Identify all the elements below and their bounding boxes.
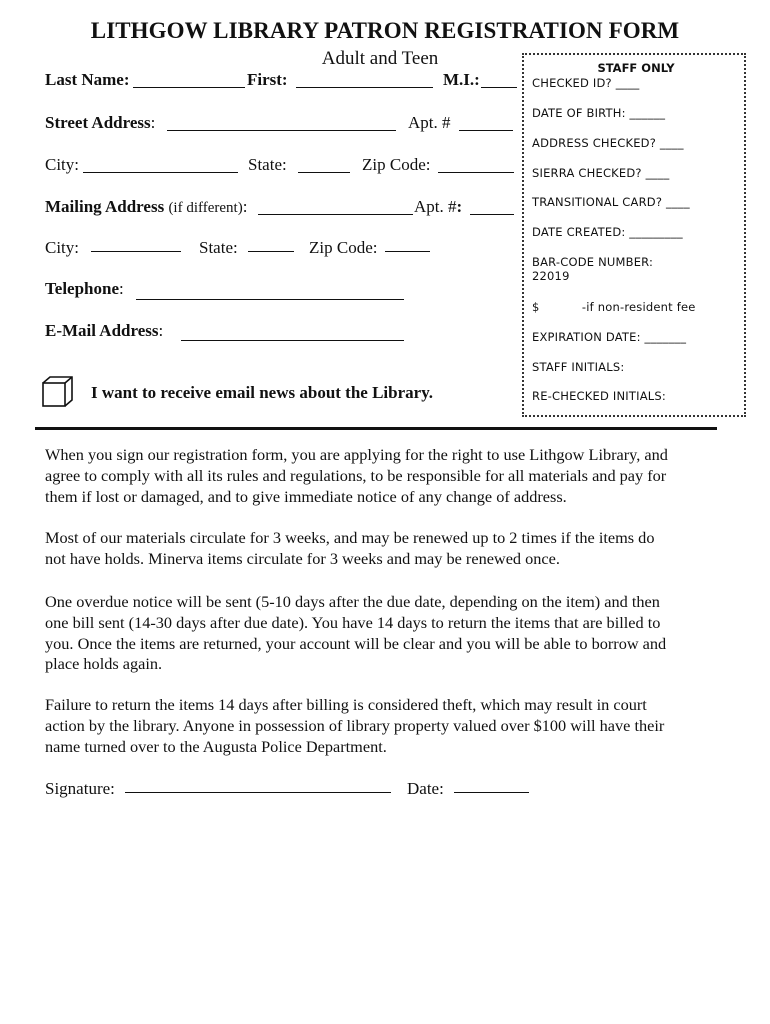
email-label: E-Mail Address:: [45, 321, 164, 340]
mailing-city-field[interactable]: [91, 251, 181, 252]
text-line: them if lost or damaged, and to give immediate notice of any change of address.: [45, 486, 567, 506]
staff-sierra-checked: SIERRA CHECKED? ____: [532, 166, 670, 180]
city-label: City:: [45, 155, 80, 174]
date-field[interactable]: [454, 792, 529, 793]
text-line: name turned over to the Augusta Police Department.: [45, 736, 387, 756]
mailing-address-label: Mailing Address (if different):: [45, 197, 248, 216]
text-line: one bill sent (14-30 days after due date). You have 14 days to return the items that are billed to: [45, 612, 661, 632]
form-subtitle: Adult and Teen: [321, 48, 439, 69]
last-name-field[interactable]: [133, 87, 245, 88]
telephone-field[interactable]: [136, 299, 404, 300]
text-line: When you sign our registration form, you are applying for the right to use Lithgow Library, and: [45, 445, 668, 464]
section-divider: [35, 427, 717, 430]
form-title: LITHGOW LIBRARY PATRON REGISTRATION FORM: [90, 18, 680, 43]
street-address-field[interactable]: [167, 130, 396, 131]
email-news-label: I want to receive email news about the Library.: [91, 383, 434, 402]
middle-initial-label: M.I.:: [443, 70, 480, 89]
apt-label: Apt. #: [408, 113, 451, 132]
text-line: Most of our materials circulate for 3 weeks, and may be renewed up to 2 times if the items do: [45, 528, 655, 547]
text-line: you. Once the items are returned, your account will be clear and you will be able to borrow and: [45, 633, 667, 653]
text-line: not have holds. Minerva items circulate for 3 weeks and may be renewed once.: [45, 548, 560, 568]
email-field[interactable]: [181, 340, 404, 341]
state-field[interactable]: [298, 172, 350, 173]
text-line: Failure to return the items 14 days after billing is considered theft, which may result in court: [45, 695, 647, 714]
text-line: agree to comply with all its rules and regulations, to be responsible for all materials and pay for: [45, 465, 667, 485]
apt-field[interactable]: [459, 130, 513, 131]
staff-nonresident-fee: $ -if non-resident fee: [532, 300, 696, 314]
text-line: action by the library. Anyone in possession of library property valued over $100 will have their: [45, 715, 665, 735]
mailing-state-field[interactable]: [248, 251, 294, 252]
staff-date-created: DATE CREATED: _________: [532, 225, 683, 239]
staff-only-heading: STAFF ONLY: [597, 61, 675, 75]
mailing-zip-label: Zip Code:: [309, 238, 378, 257]
last-name-label: Last Name:: [45, 70, 130, 89]
staff-address-checked: ADDRESS CHECKED? ____: [532, 136, 684, 150]
staff-only-box: [522, 53, 746, 417]
staff-date-of-birth: DATE OF BIRTH: ______: [532, 106, 666, 120]
staff-expiration-date: EXPIRATION DATE: _______: [532, 330, 687, 344]
terms-paragraph-2: [45, 528, 727, 570]
first-name-field[interactable]: [296, 87, 433, 88]
city-field[interactable]: [83, 172, 238, 173]
terms-paragraph-4: [45, 695, 727, 757]
mailing-zip-field[interactable]: [385, 251, 430, 252]
telephone-label: Telephone:: [45, 279, 124, 298]
mailing-state-label: State:: [199, 238, 238, 257]
mailing-city-label: City:: [45, 238, 80, 257]
terms-paragraph-3: [45, 592, 727, 675]
state-label: State:: [248, 155, 287, 174]
text-line: place holds again.: [45, 654, 163, 674]
staff-barcode-value: 22019: [532, 269, 570, 283]
street-address-label: Street Address:: [45, 113, 156, 132]
staff-transitional-card: TRANSITIONAL CARD? ____: [532, 195, 690, 209]
email-news-checkbox[interactable]: [41, 375, 75, 409]
mailing-apt-label: Apt. #:: [414, 197, 463, 216]
signature-label: Signature:: [45, 779, 115, 798]
zip-label: Zip Code:: [362, 155, 431, 174]
terms-paragraph-1: [45, 445, 727, 507]
mailing-address-field[interactable]: [258, 214, 413, 215]
staff-barcode-label: BAR-CODE NUMBER:: [532, 255, 654, 269]
staff-checked-id: CHECKED ID? ____: [532, 76, 640, 90]
text-line: One overdue notice will be sent (5-10 days after the due date, depending on the item) and then: [45, 592, 660, 611]
date-label: Date:: [407, 779, 444, 798]
staff-rechecked-initials: RE-CHECKED INITIALS:: [532, 389, 666, 403]
signature-field[interactable]: [125, 792, 391, 793]
middle-initial-field[interactable]: [481, 87, 517, 88]
zip-field[interactable]: [438, 172, 514, 173]
staff-initials: STAFF INITIALS:: [532, 360, 625, 374]
first-name-label: First:: [247, 70, 288, 89]
mailing-apt-field[interactable]: [470, 214, 514, 215]
